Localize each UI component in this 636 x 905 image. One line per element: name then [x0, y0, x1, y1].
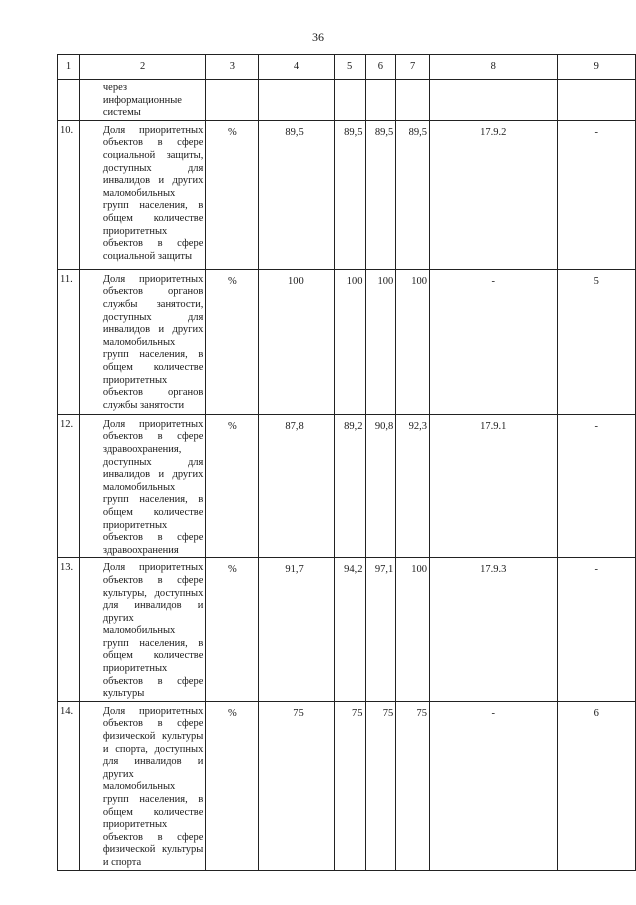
header-cell: 9: [557, 55, 635, 80]
reference-cell: 17.9.3: [429, 558, 557, 702]
value-cell-9: -: [557, 120, 635, 269]
value-cell-5: 89,5: [334, 120, 365, 269]
row-number: 13.: [58, 558, 80, 702]
value-cell-9: -: [557, 558, 635, 702]
value-cell-6: 75: [365, 701, 396, 870]
header-cell: 5: [334, 55, 365, 80]
header-cell: 4: [259, 55, 334, 80]
value-cell-6: 100: [365, 269, 396, 414]
table-cell: [334, 80, 365, 121]
table-cell: [396, 80, 430, 121]
unit-cell: %: [206, 269, 259, 414]
table-cell: [206, 80, 259, 121]
value-cell-5: 75: [334, 701, 365, 870]
unit-cell: %: [206, 120, 259, 269]
table-cell: [429, 80, 557, 121]
continuation-row: [58, 80, 636, 121]
value-cell-7: 100: [396, 558, 430, 702]
row-number: 10.: [58, 120, 80, 269]
table-row: [58, 558, 636, 702]
table-cell: [259, 80, 334, 121]
header-cell: 8: [429, 55, 557, 80]
reference-cell: -: [429, 701, 557, 870]
reference-cell: -: [429, 269, 557, 414]
value-cell-6: 89,5: [365, 120, 396, 269]
value-cell-4: 89,5: [259, 120, 334, 269]
value-cell-7: 100: [396, 269, 430, 414]
header-cell: 3: [206, 55, 259, 80]
table-row: [58, 414, 636, 558]
row-number: 11.: [58, 269, 80, 414]
row-number: 14.: [58, 701, 80, 870]
value-cell-6: 97,1: [365, 558, 396, 702]
header-cell: 2: [79, 55, 205, 80]
value-cell-4: 91,7: [259, 558, 334, 702]
value-cell-9: 6: [557, 701, 635, 870]
value-cell-4: 100: [259, 269, 334, 414]
description-cell: Доля приоритетных объектов органов службы занятости, доступных для инвалидов и других маломобильных групп населения, в общем количестве приоритетных объектов органов службы занятости: [79, 269, 205, 414]
description-cell: Доля приоритетных объектов в сфере культуры, доступных для инвалидов и других маломобильных групп населения, в общем количестве приоритетных объектов в сфере культуры: [79, 558, 205, 702]
unit-cell: %: [206, 414, 259, 558]
indicators-table: [57, 54, 636, 871]
value-cell-6: 90,8: [365, 414, 396, 558]
value-cell-7: 92,3: [396, 414, 430, 558]
unit-cell: %: [206, 701, 259, 870]
value-cell-9: -: [557, 414, 635, 558]
header-cell: 6: [365, 55, 396, 80]
table-cell: [365, 80, 396, 121]
table-row: [58, 120, 636, 269]
description-cell: через информационные системы: [79, 80, 205, 121]
table-cell: [58, 80, 80, 121]
header-cell: 1: [58, 55, 80, 80]
unit-cell: %: [206, 558, 259, 702]
table-cell: [557, 80, 635, 121]
value-cell-4: 87,8: [259, 414, 334, 558]
description-cell: Доля приоритетных объектов в сфере здравоохранения, доступных для инвалидов и других маломобильных групп населения, в общем количестве приоритетных объектов в сфере здравоохранения: [79, 414, 205, 558]
row-number: 12.: [58, 414, 80, 558]
description-cell: Доля приоритетных объектов в сфере социальной защиты, доступных для инвалидов и других маломобильных групп населения, в общем количестве приоритетных объектов в сфере социальной защиты: [79, 120, 205, 269]
value-cell-5: 94,2: [334, 558, 365, 702]
table-row: [58, 269, 636, 414]
value-cell-9: 5: [557, 269, 635, 414]
table-row: [58, 701, 636, 870]
value-cell-5: 89,2: [334, 414, 365, 558]
value-cell-7: 89,5: [396, 120, 430, 269]
reference-cell: 17.9.2: [429, 120, 557, 269]
header-cell: 7: [396, 55, 430, 80]
value-cell-7: 75: [396, 701, 430, 870]
reference-cell: 17.9.1: [429, 414, 557, 558]
header-row: [58, 55, 636, 80]
description-cell: Доля приоритетных объектов в сфере физической культуры и спорта, доступных для инвалидов и других маломобильных групп населения, в общем количестве приоритетных объектов в сфере физической культуры и спорта: [79, 701, 205, 870]
value-cell-5: 100: [334, 269, 365, 414]
value-cell-4: 75: [259, 701, 334, 870]
page-number: 36: [312, 30, 324, 44]
